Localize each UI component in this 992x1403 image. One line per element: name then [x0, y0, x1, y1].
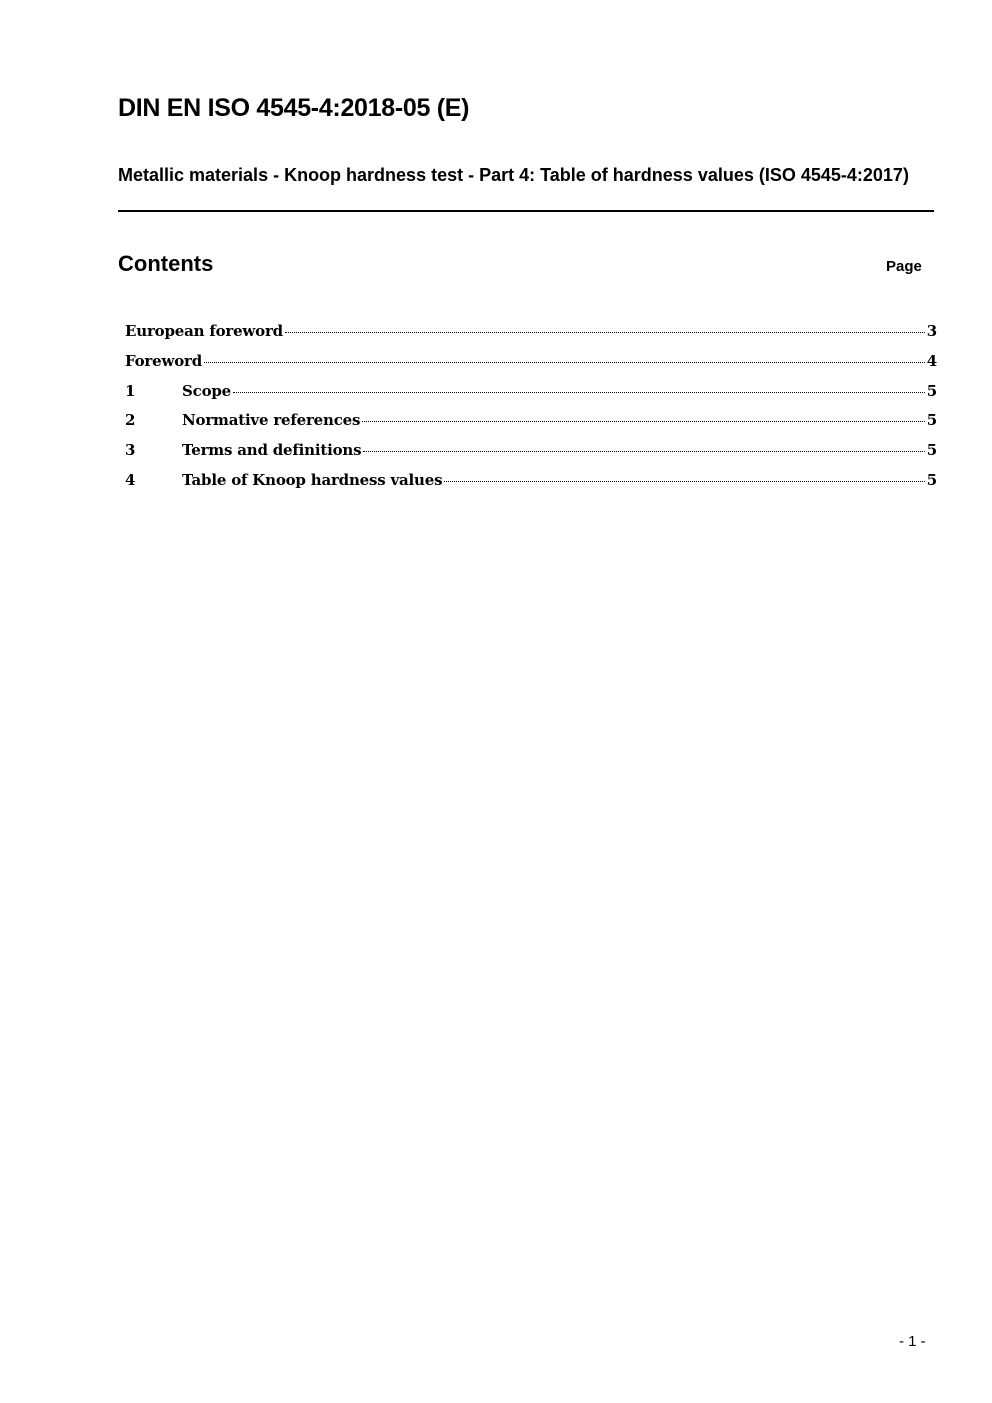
toc-entry-text: Table of Knoop hardness values [182, 470, 443, 489]
toc-dot-leader [444, 481, 924, 482]
toc-entry-number: 3 [125, 441, 136, 459]
toc-entry-page: 4 [926, 351, 937, 370]
toc-entry-normative-references[interactable] [125, 411, 937, 441]
page-column-label: Page [886, 258, 922, 275]
contents-heading: Contents [118, 251, 214, 276]
toc-entry-page: 5 [926, 470, 937, 489]
toc-entry-european-foreword[interactable] [125, 322, 937, 352]
toc-entry-page: 5 [926, 411, 937, 430]
toc-dot-leader [233, 392, 925, 393]
toc-entry-table-of-knoop-hardness-values[interactable] [125, 471, 937, 501]
toc-entry-page: 5 [926, 381, 937, 400]
toc-entry-text: Normative references [182, 411, 361, 430]
toc-dot-leader [363, 451, 924, 452]
toc-entry-terms-and-definitions[interactable] [125, 441, 937, 471]
page-number-footer: - 1 - [899, 1333, 926, 1350]
toc-entry-number: 1 [125, 381, 136, 400]
toc-entry-text: Scope [182, 381, 232, 400]
toc-dot-leader [362, 421, 925, 422]
toc-entry-page: 3 [926, 322, 937, 340]
table-of-contents [125, 322, 937, 501]
document-title: Metallic materials - Knoop hardness test - Part 4: Table of hardness values (ISO 4545-4:2017) [118, 165, 909, 185]
document-id: DIN EN ISO 4545-4:2018-05 (E) [118, 94, 470, 122]
toc-entry-number: 2 [125, 411, 136, 430]
toc-dot-leader [285, 332, 925, 333]
toc-entry-text: Foreword [125, 351, 202, 370]
toc-entry-text: European foreword [125, 322, 283, 340]
toc-entry-scope[interactable] [125, 382, 937, 412]
toc-entry-foreword[interactable] [125, 352, 937, 382]
toc-entry-text: Terms and definitions [182, 441, 362, 459]
toc-entry-number: 4 [125, 470, 136, 489]
toc-dot-leader [204, 362, 925, 363]
toc-entry-page: 5 [926, 441, 937, 459]
title-divider [118, 210, 934, 212]
